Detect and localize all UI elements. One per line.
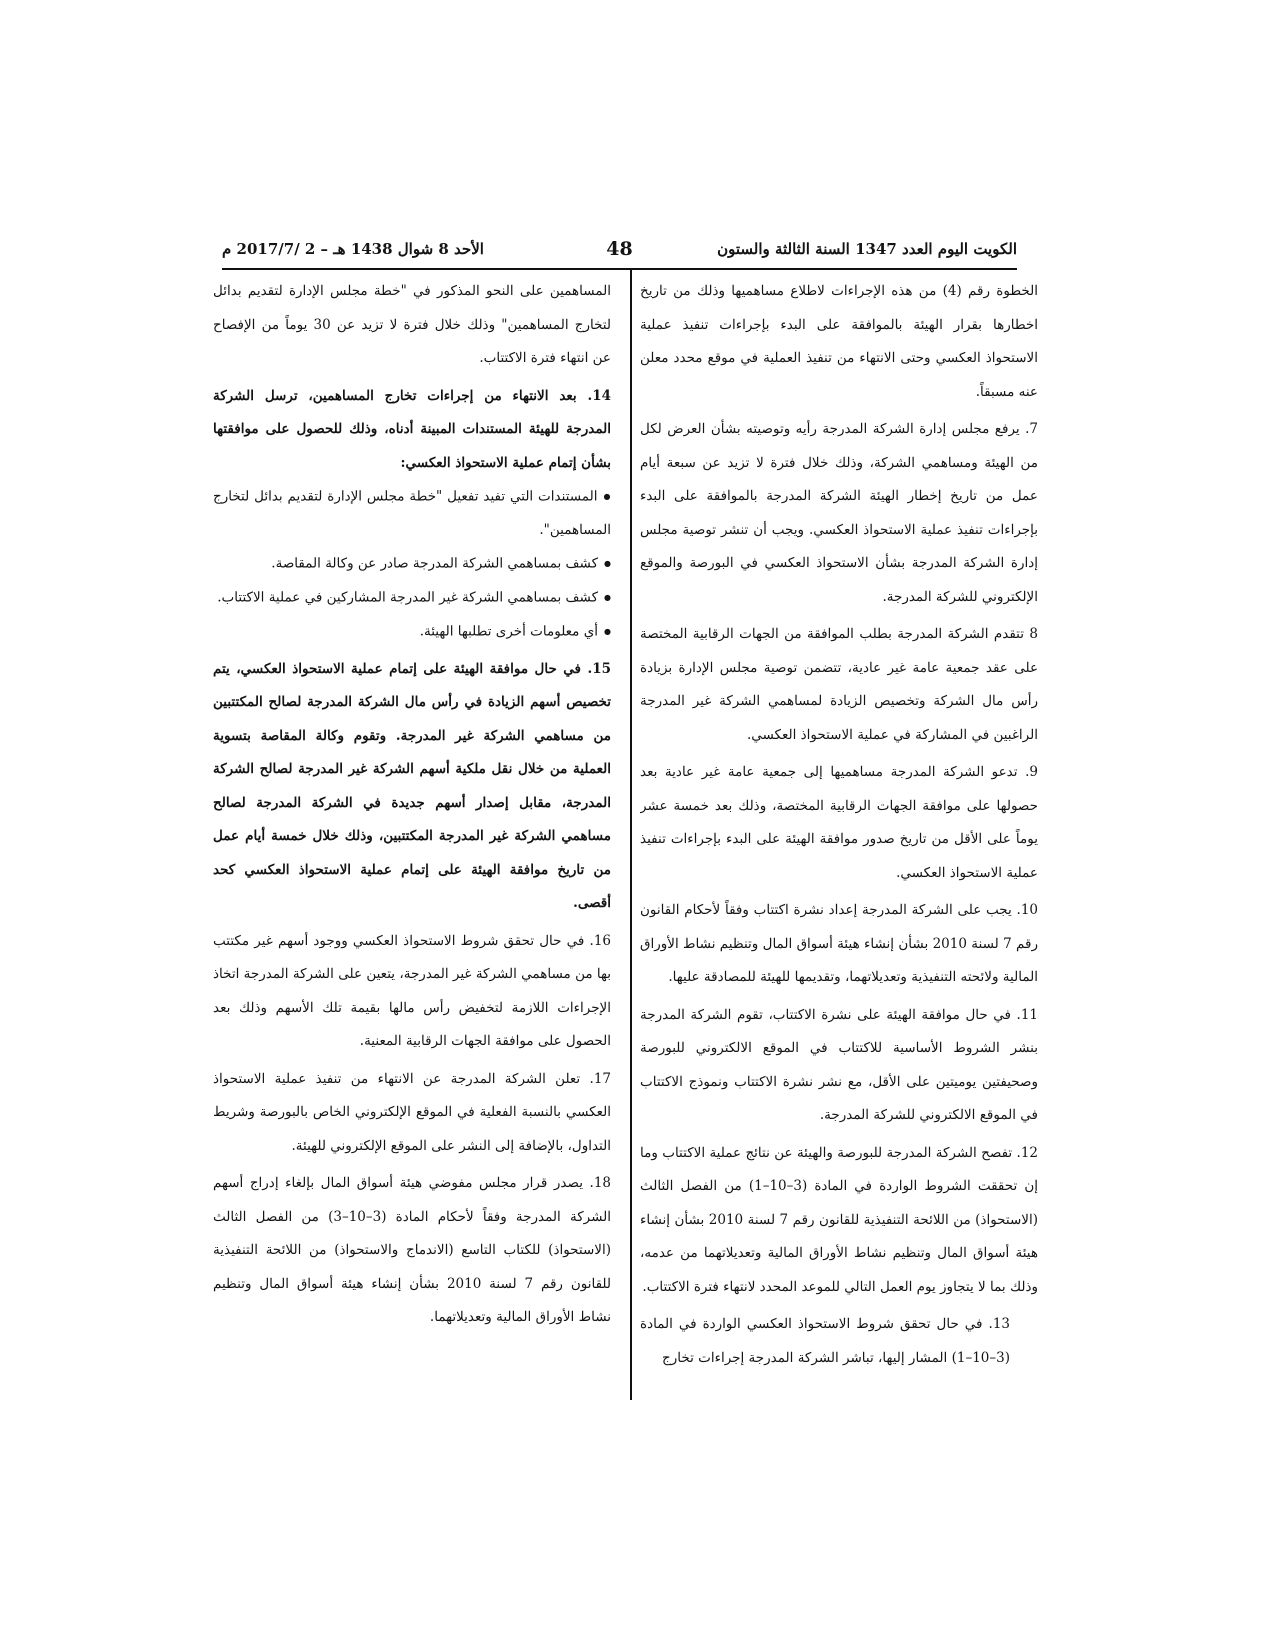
paragraph-item-11: 11. في حال موافقة الهيئة على نشرة الاكتتاب، تقوم الشركة المدرجة بنشر الشروط الأساسية للاكتتاب في الموقع الالكتروني للبورصة وصحيفتين يوميتين على الأقل، مع نشر نشرة الاكتتاب ونموذج الاكتتاب في الموقع الالكتروني للشركة المدرجة. bbox=[640, 1006, 1038, 1123]
paragraph-item-14: 14. بعد الانتهاء من إجراءات تخارج المساهمين، ترسل الشركة المدرجة للهيئة المستندات المبينة أدناه، وذلك للحصول على موافقتها بشأن إتمام عملية الاستحواذ العكسي: bbox=[213, 387, 611, 471]
bullet-item: ● أي معلومات أخرى تطلبها الهيئة. bbox=[213, 615, 611, 649]
paragraph: الخطوة رقم (4) من هذه الإجراءات لاطلاع مساهميها وذلك من تاريخ اخطارها بقرار الهيئة بالموافقة على البدء بإجراءات تنفيذ عملية الاستحواذ العكسي وحتى الانتهاء من تنفيذ العملية في موقع محدد معلن عنه مسبقاً. bbox=[640, 283, 1038, 400]
left-column bbox=[213, 275, 611, 1400]
issue-date: الأحد 8 شوال 1438 هـ – 2 /2017/7 م bbox=[222, 240, 484, 258]
bullet-item: ● كشف بمساهمي الشركة المدرجة صادر عن وكالة المقاصة. bbox=[213, 547, 611, 581]
paragraph-item-17: 17. تعلن الشركة المدرجة عن الانتهاء من تنفيذ عملية الاستحواذ العكسي بالنسبة الفعلية في الموقع الإلكتروني الخاص بالبورصة وشريط التداول، بالإضافة إلى النشر على الموقع الإلكتروني للهيئة. bbox=[213, 1070, 611, 1154]
paragraph-item-7: 7. يرفع مجلس إدارة الشركة المدرجة رأيه وتوصيته بشأن العرض لكل من الهيئة ومساهمي الشركة، وذلك خلال فترة لا تزيد عن سبعة أيام عمل من تاريخ إخطار الهيئة الشركة المدرجة بالموافقة على البدء بإجراءات تنفيذ عملية الاستحواذ العكسي. ويجب أن تنشر توصية مجلس إدارة الشركة المدرجة بشأن الاستحواذ العكسي في البورصة والموقع الإلكتروني للشركة المدرجة. bbox=[640, 421, 1038, 605]
page-header bbox=[222, 240, 1017, 266]
paragraph-item-9: 9. تدعو الشركة المدرجة مساهميها إلى جمعية عامة غير عادية بعد حصولها على موافقة الجهات الرقابية المختصة، وذلك بعد خمسة عشر يوماً على الأقل من تاريخ صدور موافقة الهيئة على البدء بإجراءات تنفيذ عملية الاستحواذ العكسي. bbox=[640, 764, 1038, 881]
right-column bbox=[640, 275, 1038, 1400]
paragraph-item-15: 15. في حال موافقة الهيئة على إتمام عملية الاستحواذ العكسي، يتم تخصيص أسهم الزيادة في رأس مال الشركة المدرجة لصالح المكتتبين من مساهمي الشركة غير المدرجة. وتقوم وكالة المقاصة بتسوية العملية من خلال نقل ملكية أسهم الشركة غير المدرجة لصالح الشركة المدرجة، مقابل إصدار أسهم جديدة في الشركة المدرجة لصالح مساهمي الشركة غير المدرجة المكتتبين، وذلك خلال خمسة أيام عمل من تاريخ موافقة الهيئة على إتمام عملية الاستحواذ العكسي كحد أقصى. bbox=[213, 660, 611, 911]
paragraph-item-10: 10. يجب على الشركة المدرجة إعداد نشرة اكتتاب وفقاً لأحكام القانون رقم 7 لسنة 2010 بشأن إنشاء هيئة أسواق المال وتنظيم نشاط الأوراق المالية ولائحته التنفيذية وتعديلاتهما، وتقديمها للهيئة للمصادقة عليها. bbox=[640, 902, 1038, 985]
paragraph-item-18: 18. يصدر قرار مجلس مفوضي هيئة أسواق المال بإلغاء إدراج أسهم الشركة المدرجة وفقاً لأحكام المادة (3–10–3) من الفصل الثالث (الاستحواذ) للكتاب التاسع (الاندماج والاستحواذ) من اللائحة التنفيذية للقانون رقم 7 لسنة 2010 بشأن إنشاء هيئة أسواق المال وتنظيم نشاط الأوراق المالية وتعديلاتهما. bbox=[213, 1175, 611, 1325]
header-divider bbox=[222, 268, 1017, 270]
bullet-item: ● كشف بمساهمي الشركة غير المدرجة المشاركين في عملية الاكتتاب. bbox=[213, 581, 611, 615]
paragraph-item-13: 13. في حال تحقق شروط الاستحواذ العكسي الواردة في المادة (3–10–1) المشار إليها، تباشر الشركة المدرجة إجراءات تخارج bbox=[640, 1316, 1010, 1366]
paragraph-item-16: 16. في حال تحقق شروط الاستحواذ العكسي ووجود أسهم غير مكتتب بها من مساهمي الشركة غير المدرجة، يتعين على الشركة المدرجة اتخاذ الإجراءات اللازمة لتخفيض رأس مالها بقيمة تلك الأسهم وذلك بعد الحصول على موافقة الجهات الرقابية المعنية. bbox=[213, 932, 611, 1049]
publication-info: الكويت اليوم العدد 1347 السنة الثالثة والستون bbox=[717, 240, 1017, 258]
column-divider bbox=[630, 270, 632, 1400]
page-number: 48 bbox=[606, 238, 633, 260]
paragraph: المساهمين على النحو المذكور في "خطة مجلس الإدارة لتقديم بدائل لتخارج المساهمين" وذلك خلال فترة لا تزيد عن 30 يوماً من الإفصاح عن انتهاء فترة الاكتتاب. bbox=[213, 283, 611, 366]
bullet-item: ● المستندات التي تفيد تفعيل "خطة مجلس الإدارة لتقديم بدائل لتخارج المساهمين". bbox=[213, 480, 611, 547]
paragraph-item-12: 12. تفصح الشركة المدرجة للبورصة والهيئة عن نتائج عملية الاكتتاب وما إن تحققت الشروط الواردة في المادة (3–10–1) من الفصل الثالث (الاستحواذ) من اللائحة التنفيذية للقانون رقم 7 لسنة 2010 بشأن إنشاء هيئة أسواق المال وتنظيم نشاط الأوراق المالية وتعديلاتهما من عدمه، وذلك بما لا يتجاوز يوم العمل التالي للموعد المحدد لانتهاء فترة الاكتتاب. bbox=[640, 1144, 1038, 1295]
paragraph-item-8: 8 تتقدم الشركة المدرجة بطلب الموافقة من الجهات الرقابية المختصة على عقد جمعية عامة غير عادية، تتضمن توصية مجلس الإدارة بزيادة رأس مال الشركة وتخصيص الزيادة لمساهمي الشركة غير المدرجة الراغبين في المشاركة في عملية الاستحواذ العكسي. bbox=[640, 626, 1038, 743]
